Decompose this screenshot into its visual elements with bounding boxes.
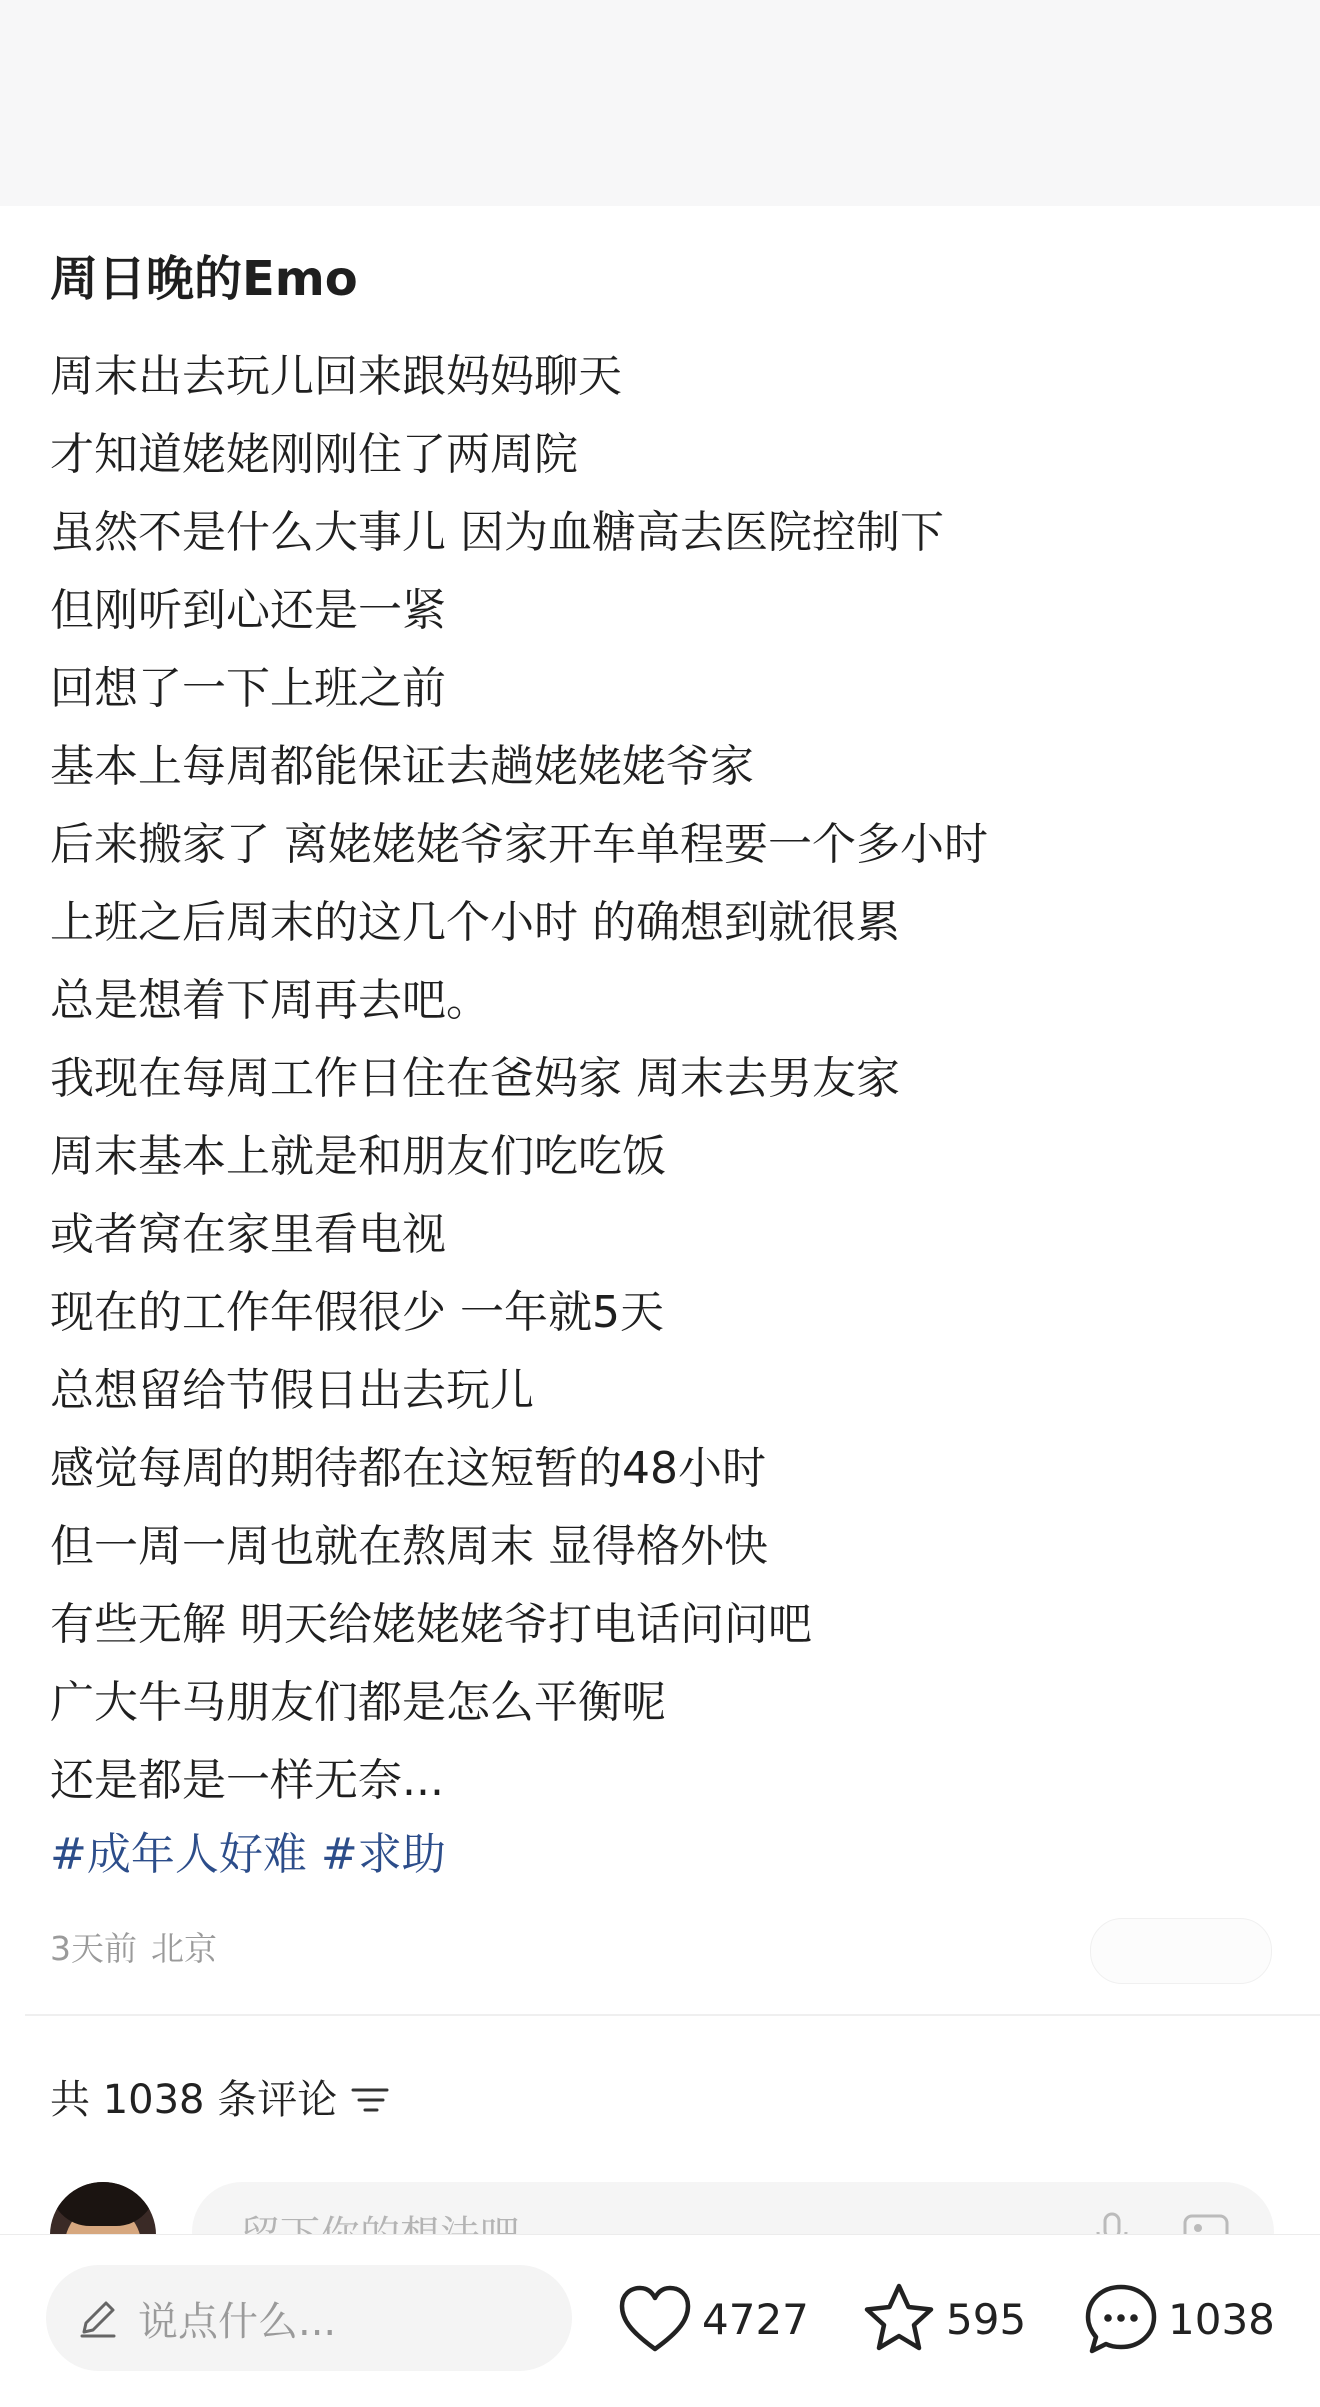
- post-line: 我现在每周工作日住在爸妈家 周末去男友家: [50, 1053, 900, 1104]
- post-line: 周末出去玩儿回来跟妈妈聊天: [50, 351, 622, 402]
- comment-total: 1038: [1168, 2294, 1275, 2344]
- post-line: 现在的工作年假很少 一年就5天: [50, 1287, 664, 1338]
- post-line: 感觉每周的期待都在这短暂的48小时: [50, 1443, 766, 1494]
- comment-bubble-icon: [1082, 2281, 1160, 2357]
- post-line: 但一周一周也就在熬周末 显得格外快: [50, 1521, 768, 1572]
- pencil-icon: [76, 2296, 120, 2340]
- post-line: 总想留给节假日出去玩儿: [50, 1365, 534, 1416]
- favorite-button[interactable]: [860, 2281, 1026, 2357]
- post-line: 才知道姥姥刚刚住了两周院: [50, 429, 578, 480]
- tag-link[interactable]: #求助: [320, 1829, 446, 1880]
- like-button[interactable]: [616, 2281, 809, 2357]
- say-placeholder: 说点什么...: [138, 2298, 337, 2345]
- post-line: 虽然不是什么大事儿 因为血糖高去医院控制下: [50, 507, 944, 558]
- post-line: 上班之后周末的这几个小时 的确想到就很累: [50, 897, 900, 948]
- post-title: 周日晚的Emo: [50, 251, 358, 307]
- ghost-pill: [1090, 1918, 1272, 1984]
- like-count: 4727: [702, 2294, 809, 2344]
- post-location: 北京: [151, 1929, 217, 1968]
- post-line: 周末基本上就是和朋友们吃吃饭: [50, 1131, 666, 1182]
- comment-count[interactable]: [50, 2072, 389, 2128]
- post-meta: [50, 1927, 217, 1971]
- post-line: 总是想着下周再去吧。: [50, 975, 490, 1026]
- post-line: 回想了一下上班之前: [50, 663, 446, 714]
- post-line: 有些无解 明天给姥姥姥爷打电话问问吧: [50, 1599, 812, 1650]
- post-time: 3天前: [50, 1929, 137, 1968]
- comment-count-label: 共 1038 条评论: [50, 2077, 338, 2123]
- divider: [25, 2014, 1320, 2016]
- post-line: 后来搬家了 离姥姥姥爷家开车单程要一个多小时: [50, 819, 988, 870]
- heart-icon: [616, 2281, 694, 2357]
- post-line: 或者窝在家里看电视: [50, 1209, 446, 1260]
- top-blank-area: [0, 0, 1320, 206]
- post-body: [50, 338, 988, 1820]
- favorite-count: 595: [946, 2294, 1027, 2344]
- post-line: 还是都是一样无奈...: [50, 1755, 444, 1806]
- star-icon: [860, 2281, 938, 2357]
- say-something-input[interactable]: [46, 2265, 572, 2371]
- bottom-action-bar: [0, 2234, 1320, 2407]
- tag-link[interactable]: #成年人好难: [50, 1829, 307, 1880]
- filter-icon[interactable]: [351, 2085, 389, 2115]
- post-line: 但刚听到心还是一紧: [50, 585, 446, 636]
- comment-button[interactable]: [1082, 2281, 1275, 2357]
- post-line: 广大牛马朋友们都是怎么平衡呢: [50, 1677, 666, 1728]
- post-line: 基本上每周都能保证去趟姥姥姥爷家: [50, 741, 754, 792]
- post-tags: [50, 1816, 460, 1894]
